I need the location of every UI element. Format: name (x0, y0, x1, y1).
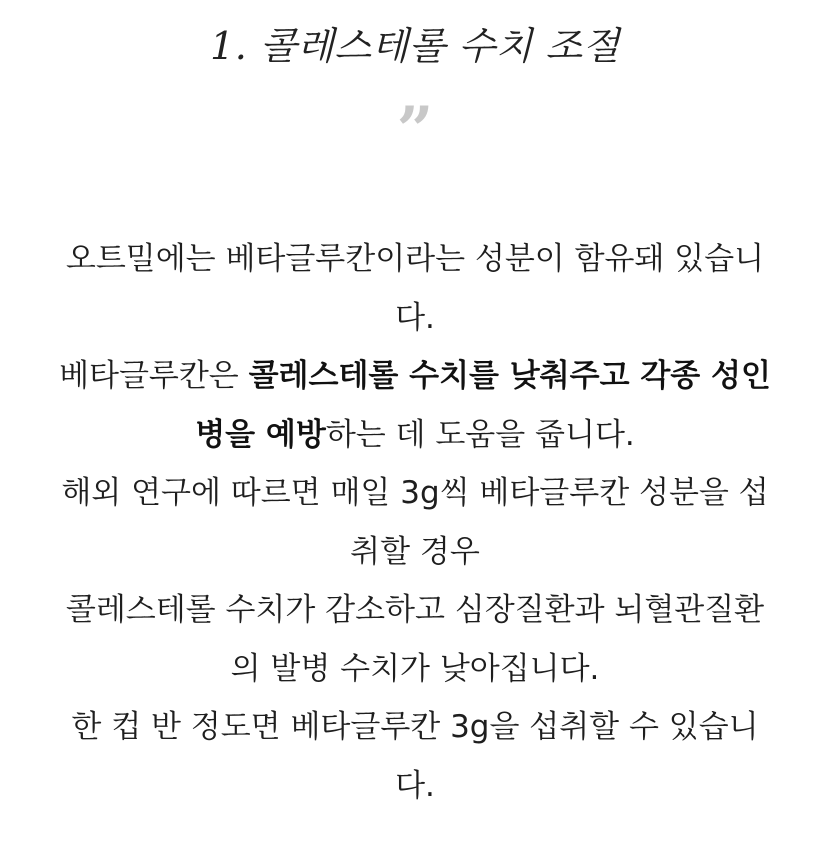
highlighted-text: 병을 예방 (195, 416, 326, 453)
text-line: 의 발병 수치가 낮아집니다. (230, 650, 600, 687)
body-paragraph (45, 230, 785, 815)
text-line (45, 347, 785, 406)
text-line (45, 406, 785, 465)
text-segment: 하는 데 도움을 줍니다. (325, 416, 635, 453)
text-line: 해외 연구에 따르면 매일 3g씩 베타글루칸 성분을 섭 (61, 475, 769, 511)
text-line: 콜레스테롤 수치가 감소하고 심장질환과 뇌혈관질환 (65, 592, 765, 628)
text-line: 다. (395, 299, 435, 336)
section-heading: 1. 콜레스테롤 수치 조절 (210, 24, 620, 68)
quote-mark-icon: ” (396, 93, 434, 168)
text-line: 취할 경우 (350, 533, 480, 570)
text-line: 한 컵 반 정도면 베타글루칸 3g을 섭취할 수 있습니 (71, 709, 759, 745)
text-line: 오트밀에는 베타글루칸이라는 성분이 함유돼 있습니 (65, 241, 765, 277)
text-line: 다. (395, 767, 435, 804)
text-segment: 베타글루칸은 (59, 358, 249, 394)
highlighted-text: 콜레스테롤 수치를 낮춰주고 각종 성인 (248, 358, 771, 394)
